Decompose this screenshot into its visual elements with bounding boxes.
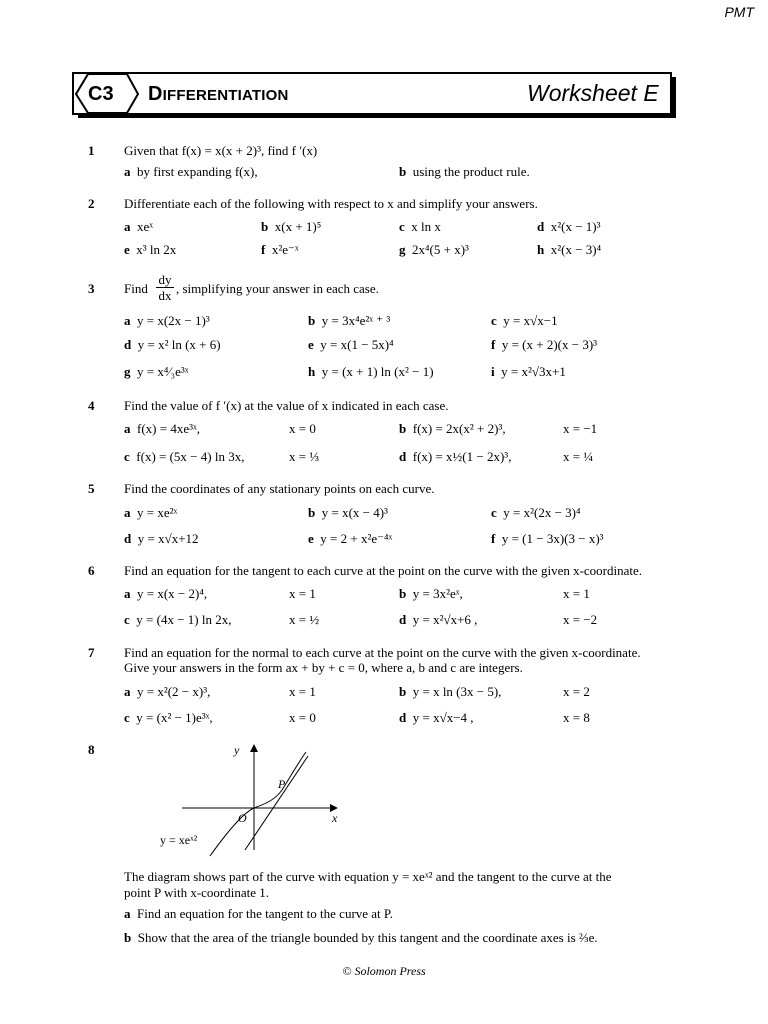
part-value: x = −2 [563, 612, 598, 627]
part-item: d f(x) = x½(1 − 2x)³, [399, 449, 512, 464]
part-item: d y = x² ln (x + 6) [124, 337, 221, 352]
question-number: 6 [88, 563, 95, 578]
worksheet-label: Worksheet E [527, 80, 659, 106]
part-value: x = 1 [289, 684, 316, 699]
worksheet-title: DIFFERENTIATION [148, 83, 289, 105]
part-item: a y = x(2x − 1)³ [124, 313, 210, 328]
part-item: d y = x²√x+6 , [399, 612, 478, 627]
question-number: 4 [88, 398, 95, 413]
part-item: c x ln x [399, 219, 441, 234]
question-text: Find the value of f ′(x) at the value of x indicated in each case. [124, 398, 449, 413]
part-item: b y = 3x⁴e²ˣ ⁺ ³ [308, 313, 391, 328]
question-number: 5 [88, 481, 95, 496]
part-item: e y = 2 + x²e⁻⁴ˣ [308, 531, 393, 546]
question-text: , simplifying your answer in each case. [176, 281, 379, 296]
part-item: f x²e⁻ˣ [261, 242, 299, 257]
question-text: Find an equation for the tangent to each curve at the point on the curve with the given x-coordinate. [124, 563, 643, 578]
part-item: b Show that the area of the triangle bounded by this tangent and the coordinate axes is ⅔e. [124, 930, 598, 945]
question-number: 8 [88, 742, 95, 757]
question-text: point P with x-coordinate 1. [124, 885, 270, 900]
curve-diagram [150, 738, 370, 858]
question-number: 1 [88, 143, 95, 158]
part-item: b x(x + 1)⁵ [261, 219, 322, 234]
question-number: 2 [88, 196, 95, 211]
y-axis-arrow [250, 744, 258, 752]
part-item: d y = x√x−4 , [399, 710, 474, 725]
question-text: Find an equation for the normal to each curve at the point on the curve with the given x-coordinate. [124, 645, 641, 660]
question-text: Give your answers in the form ax + by + c = 0, where a, b and c are integers. [124, 660, 523, 675]
part-item: e x³ ln 2x [124, 242, 177, 257]
part-item: c y = x√x−1 [491, 313, 558, 328]
part-item: h y = (x + 1) ln (x² − 1) [308, 364, 434, 379]
part-item: b f(x) = 2x(x² + 2)³, [399, 421, 506, 436]
part-item: a y = x(x − 2)⁴, [124, 586, 208, 601]
part-item: c y = x²(2x − 3)⁴ [491, 505, 581, 520]
part-value: x = 8 [563, 710, 590, 725]
derivative-fraction: dy dx [156, 272, 174, 303]
part-item: h x²(x − 3)⁴ [537, 242, 602, 257]
question-text: Find the coordinates of any stationary points on each curve. [124, 481, 435, 496]
axis-label-y: y [234, 743, 240, 757]
part-item: a y = x²(2 − x)³, [124, 684, 211, 699]
part-value: x = 0 [289, 710, 316, 725]
part-item: b y = 3x²eˣ, [399, 586, 463, 601]
part-item: a f(x) = 4xe³ˣ, [124, 421, 200, 436]
part-value: x = ⅓ [289, 449, 320, 464]
part-item: f y = (x + 2)(x − 3)³ [491, 337, 598, 352]
question-text: Differentiate each of the following with respect to x and simplify your answers. [124, 196, 538, 211]
part-item: d x²(x − 1)³ [537, 219, 601, 234]
part-item: d y = x√x+12 [124, 531, 199, 546]
part-item: f y = (1 − 3x)(3 − x)³ [491, 531, 604, 546]
part-item: c f(x) = (5x − 4) ln 3x, [124, 449, 245, 464]
part-item: a by first expanding f(x), [124, 164, 258, 179]
question-number: 3 [88, 281, 95, 296]
part-item: c y = (x² − 1)e³ˣ, [124, 710, 213, 725]
question-number: 7 [88, 645, 95, 660]
part-item: g 2x⁴(5 + x)³ [399, 242, 469, 257]
part-item: b y = x ln (3x − 5), [399, 684, 502, 699]
curve-line [210, 752, 306, 856]
part-value: x = −1 [563, 421, 598, 436]
part-value: x = 0 [289, 421, 316, 436]
question-text: The diagram shows part of the curve with equation y = xeˣ² and the tangent to the curve at the [124, 869, 612, 884]
part-value: x = ¼ [563, 449, 594, 464]
part-item: a Find an equation for the tangent to the curve at P. [124, 906, 393, 921]
corner-label: PMT [724, 4, 754, 20]
point-p-label: P [278, 777, 286, 791]
part-value: x = 1 [289, 586, 316, 601]
curve-label: y = xeˣ² [160, 833, 198, 847]
part-item: e y = x(1 − 5x)⁴ [308, 337, 394, 352]
part-item: a xeˣ [124, 219, 154, 234]
origin-label: O [238, 811, 247, 825]
part-item: b using the product rule. [399, 164, 530, 179]
part-value: x = 1 [563, 586, 590, 601]
part-item: g y = x⁴⁄₃e³ˣ [124, 364, 189, 379]
axis-label-x: x [332, 811, 338, 825]
part-value: x = 2 [563, 684, 590, 699]
question-text: Given that f(x) = x(x + 2)³, find f ′(x) [124, 143, 318, 158]
part-item: b y = x(x − 4)³ [308, 505, 388, 520]
copyright-footer: © Solomon Press [342, 964, 426, 978]
part-item: a y = xe²ˣ [124, 505, 178, 520]
part-item: i y = x²√3x+1 [491, 364, 566, 379]
question-text: Find [124, 281, 148, 296]
chapter-code: C3 [88, 83, 114, 105]
part-value: x = ½ [289, 612, 320, 627]
part-item: c y = (4x − 1) ln 2x, [124, 612, 232, 627]
